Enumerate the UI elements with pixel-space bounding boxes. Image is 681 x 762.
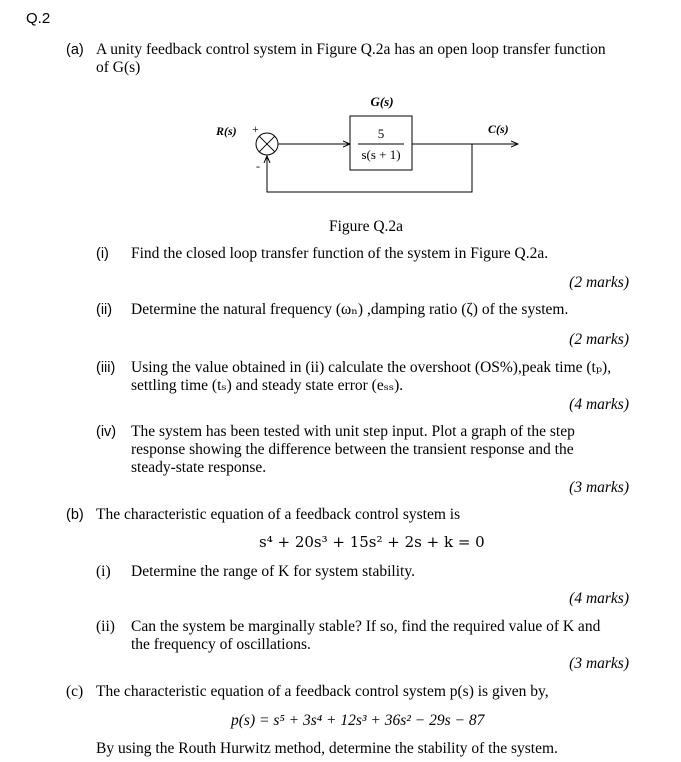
b-item-ii-line1: Can the system be marginally stable? If so, find the required value of K and [131,618,601,635]
part-a-label: (a) [66,42,84,58]
a-item-iv-line2: response showing the difference between the transient response and the [131,441,574,458]
a-item-iv-line3: steady-state response. [131,459,267,476]
a-item-ii-label: (ii) [96,302,113,318]
minus-sign: - [256,159,260,173]
question-number: Q.2 [26,10,51,27]
a-item-iv-marks: (3 marks) [569,479,629,496]
input-label: R(s) [216,124,237,138]
output-label: C(s) [488,122,509,136]
a-item-iii-marks: (4 marks) [569,396,629,413]
a-item-iv-label: (iv) [96,424,117,440]
block-diagram [200,88,520,200]
part-c-intro: The characteristic equation of a feedback control system p(s) is given by, [96,683,549,700]
a-item-iii-line1: Using the value obtained in (ii) calculate the overshoot (OS%),peak time (tₚ), [131,359,612,376]
summing-junction [256,133,278,155]
a-item-i-label: (i) [96,246,109,262]
a-item-ii-text: Determine the natural frequency (ωₙ) ,damping ratio (ζ) of the system. [131,301,569,318]
b-item-i-marks: (4 marks) [569,590,629,607]
b-item-i-text: Determine the range of K for system stability. [131,563,415,580]
plus-sign: + [252,122,259,136]
block-numerator: 5 [377,126,385,141]
part-c-label: (c) [66,683,84,700]
b-item-ii-line2: the frequency of oscillations. [131,636,311,653]
part-b-equation: s⁴ + 20s³ + 15s² + 2s + k = 0 [259,533,485,551]
part-c-equation: p(s) = s⁵ + 3s⁴ + 12s³ + 36s² − 29s − 87 [231,712,485,729]
a-item-iii-line2: settling time (tₛ) and steady state error (eₛₛ). [131,377,404,394]
part-b-intro: The characteristic equation of a feedback control system is [96,506,461,523]
figure-caption: Figure Q.2a [329,218,404,235]
a-item-iv-line1: The system has been tested with unit step input. Plot a graph of the step [131,423,575,440]
block-title: G(s) [370,94,394,109]
a-item-ii-marks: (2 marks) [569,331,629,348]
b-item-i-label: (i) [96,563,111,580]
part-a-intro-line1: A unity feedback control system in Figure Q.2a has an open loop transfer function [96,41,606,58]
part-b-label: (b) [66,507,84,523]
b-item-ii-label: (ii) [96,618,115,635]
a-item-i-text: Find the closed loop transfer function of the system in Figure Q.2a. [131,245,549,262]
block-denominator: s(s + 1) [361,147,401,162]
part-c-closing: By using the Routh Hurwitz method, determine the stability of the system. [96,740,558,757]
a-item-iii-label: (iii) [96,360,116,376]
part-a-intro-line2: of G(s) [96,59,141,76]
b-item-ii-marks: (3 marks) [569,655,629,672]
a-item-i-marks: (2 marks) [569,274,629,291]
